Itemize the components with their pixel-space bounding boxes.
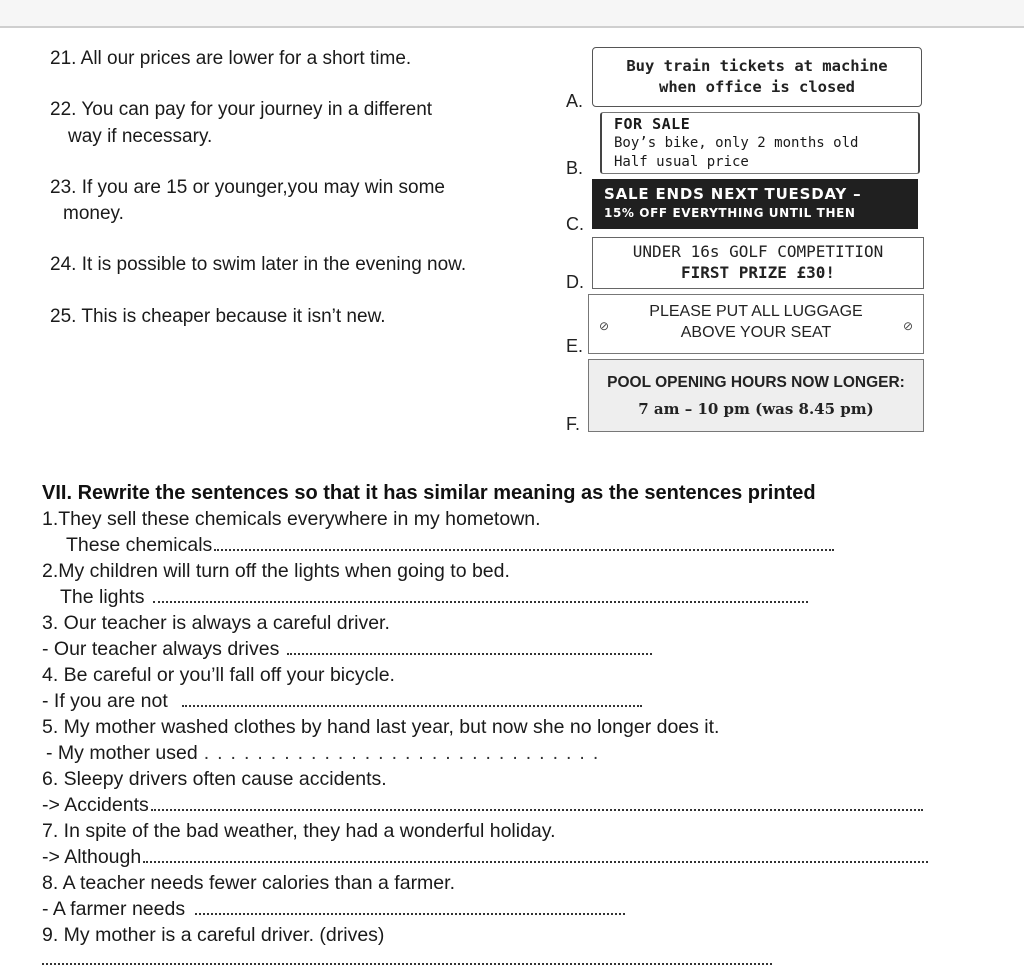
screw-icon: ⊘ [599, 319, 610, 333]
exercise-answer-line [60, 584, 808, 610]
exercise-line [42, 922, 384, 948]
notice-letter-e: E. [566, 336, 584, 356]
question-text: All our prices are lower for a short time. [80, 48, 412, 69]
notice-c-line2: 15% OFF EVERYTHING UNTIL THEN [604, 206, 856, 220]
answer-stem: The lights [60, 586, 145, 608]
notice-e-line2: ABOVE YOUR SEAT [680, 324, 832, 341]
exercise-line [42, 610, 390, 636]
answer-stem: - If you are not [42, 690, 168, 712]
question-text: It is possible to swim later in the evening now. [81, 254, 467, 275]
answer-stem: -> Although [42, 846, 142, 868]
notice-e-luggage [588, 294, 924, 354]
notice-b-line1: FOR SALE [614, 115, 691, 133]
exercise-prompt: 1.They sell these chemicals everywhere in my hometown. [42, 508, 541, 530]
notice-d-line2: FIRST PRIZE £30! [680, 263, 836, 282]
question-number: 23. [50, 177, 77, 198]
section-vii-title: VII. Rewrite the sentences so that it has similar meaning as the sentences printed [42, 482, 816, 504]
answer-stem: - My mother used [46, 742, 198, 764]
notice-d-golf-competition [592, 237, 924, 289]
exercise-prompt: 2.My children will turn off the lights when going to bed. [42, 560, 510, 582]
exercise-answer-line [42, 792, 923, 818]
question-21 [50, 46, 411, 72]
page-top-bar [0, 0, 1024, 28]
question-25 [50, 304, 386, 330]
answer-blank[interactable] [42, 947, 772, 965]
answer-stem: -> Accidents [42, 794, 149, 816]
answer-blank[interactable]: .............................. [203, 742, 607, 764]
exercise-prompt: 8. A teacher needs fewer calories than a farmer. [42, 872, 455, 894]
question-24 [50, 252, 466, 278]
exercise-prompt: 9. My mother is a careful driver. (drives) [42, 924, 385, 946]
question-22 [50, 97, 432, 123]
exercise-answer-line [42, 844, 928, 870]
question-text: You can pay for your journey in a different [81, 99, 433, 120]
notice-a-line2: when office is closed [659, 78, 855, 96]
notice-a-train-tickets [592, 47, 922, 107]
notice-d-line1: UNDER 16s GOLF COMPETITION [632, 242, 884, 261]
answer-stem: - Our teacher always drives [42, 638, 280, 660]
notice-c-line1: SALE ENDS NEXT TUESDAY – [604, 185, 862, 203]
exercise-answer-line [42, 636, 652, 662]
answer-blank[interactable] [143, 845, 928, 863]
answer-blank[interactable] [153, 585, 808, 603]
question-number: 25. [50, 306, 77, 327]
notice-letter-f: F. [566, 414, 581, 434]
exercise-line [42, 662, 395, 688]
notice-f-line2: 7 am – 10 pm (was 8.45 pm) [638, 400, 874, 418]
notice-letter-b: B. [566, 158, 584, 178]
question-text: This is cheaper because it isn’t new. [81, 306, 386, 327]
exercise-answer-line [66, 532, 834, 558]
exercise-answer-line [46, 740, 606, 766]
exercise-prompt: 5. My mother washed clothes by hand last year, but now she no longer does it. [42, 716, 720, 738]
notice-b-line2: Boy’s bike, only 2 months old [614, 135, 859, 151]
notice-e-line1: PLEASE PUT ALL LUGGAGE [649, 303, 863, 320]
exercise-line [42, 714, 719, 740]
notice-f-pool-hours [588, 359, 924, 432]
question-22-continued: way if necessary. [68, 126, 213, 147]
notice-b-bike-sale [600, 112, 920, 174]
notice-c-sale-ends [592, 179, 918, 229]
exercise-line [42, 818, 555, 844]
notice-letter-a: A. [566, 91, 584, 111]
answer-stem: - A farmer needs [42, 898, 186, 920]
exercise-line [42, 766, 387, 792]
exercise-answer-line [42, 946, 772, 972]
screw-icon: ⊘ [902, 319, 913, 333]
notice-f-line1: POOL OPENING HOURS NOW LONGER: [607, 374, 905, 391]
question-23-continued: money. [63, 203, 124, 224]
answer-blank[interactable] [195, 897, 625, 915]
question-text: If you are 15 or younger,you may win some [81, 177, 446, 198]
question-number: 24. [50, 254, 77, 275]
question-number: 21. [50, 48, 77, 69]
exercise-line [42, 506, 541, 532]
exercise-line [42, 870, 455, 896]
notice-letter-d: D. [566, 272, 584, 292]
exercise-prompt: 3. Our teacher is always a careful driver. [42, 612, 390, 634]
answer-stem: These chemicals [66, 534, 213, 556]
notice-letter-c: C. [566, 214, 584, 234]
exercise-answer-line [42, 688, 642, 714]
question-number: 22. [50, 99, 77, 120]
exercise-prompt: 4. Be careful or you’ll fall off your bicycle. [42, 664, 395, 686]
answer-blank[interactable] [182, 689, 642, 707]
answer-blank[interactable] [151, 793, 923, 811]
question-23 [50, 175, 445, 201]
exercise-line [42, 558, 510, 584]
exercise-answer-line [42, 896, 625, 922]
answer-blank[interactable] [287, 637, 652, 655]
exercise-prompt: 6. Sleepy drivers often cause accidents. [42, 768, 387, 790]
notice-b-line3: Half usual price [614, 154, 749, 170]
exercise-prompt: 7. In spite of the bad weather, they had a wonderful holiday. [42, 820, 556, 842]
answer-blank[interactable] [214, 533, 834, 551]
notice-a-line1: Buy train tickets at machine [626, 57, 888, 75]
